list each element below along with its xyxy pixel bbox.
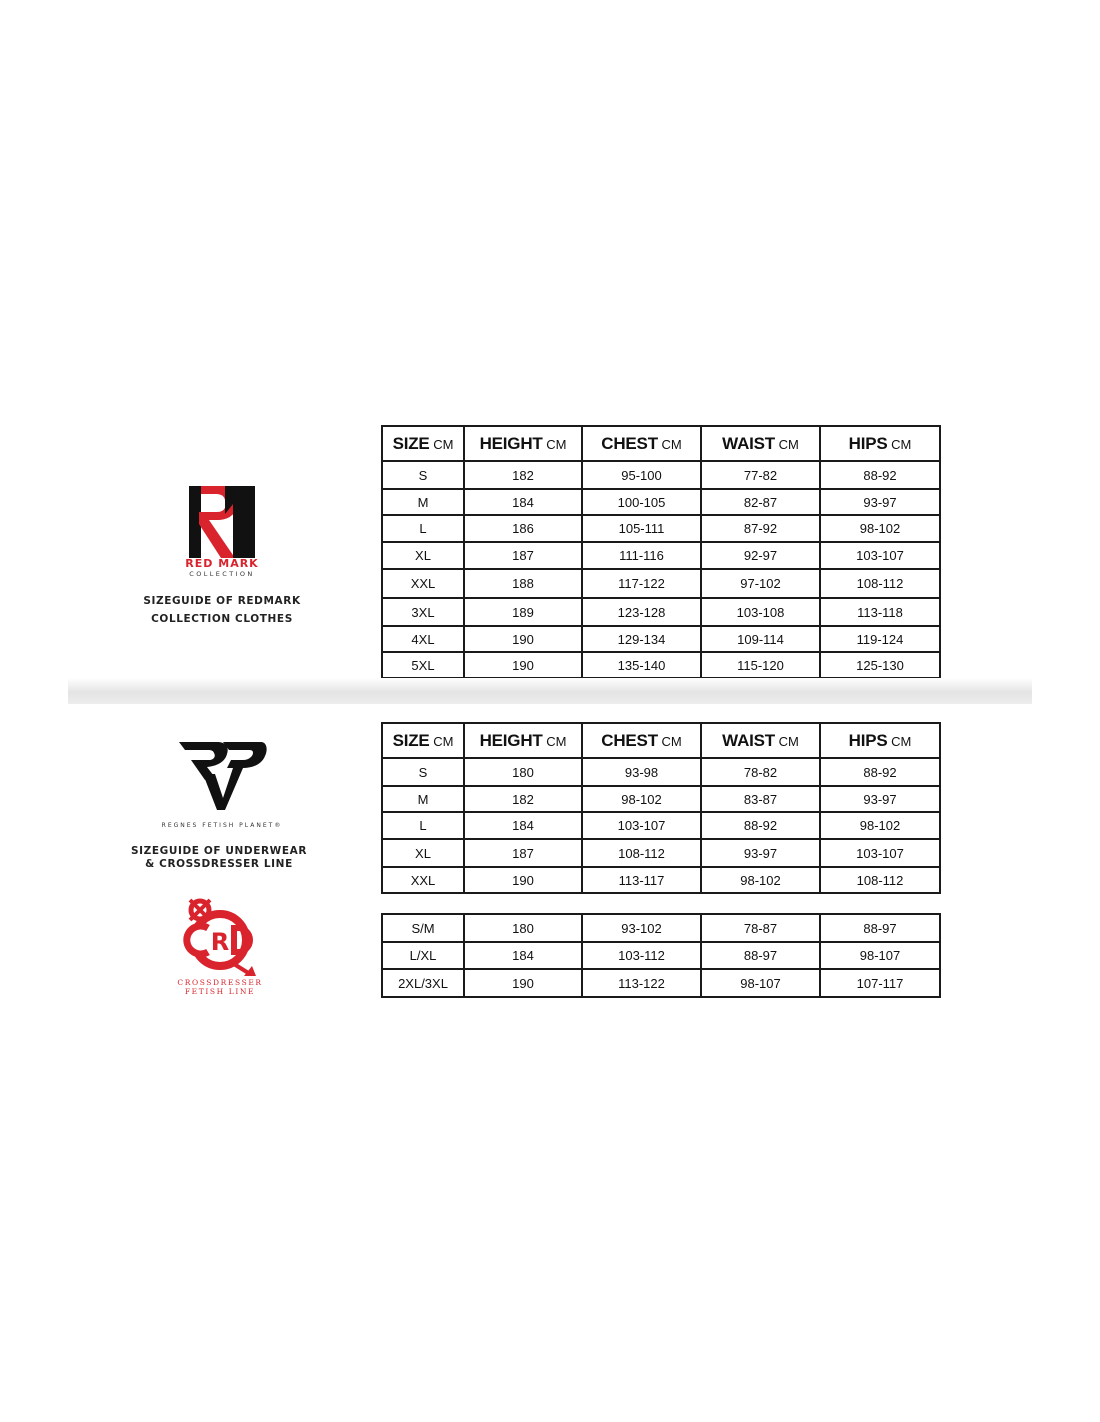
chest-cell: 111-116 xyxy=(582,542,701,569)
waist-cell: 78-82 xyxy=(701,758,820,786)
size-header: SIZE CM xyxy=(382,426,464,461)
chest-cell: 117-122 xyxy=(582,569,701,598)
size-cell: 3XL xyxy=(382,598,464,626)
waist-cell: 97-102 xyxy=(701,569,820,598)
chest-cell: 100-105 xyxy=(582,489,701,515)
table-row xyxy=(382,839,940,867)
table-row xyxy=(382,652,940,678)
hips-cell: 88-92 xyxy=(820,461,940,489)
height-cell: 189 xyxy=(464,598,582,626)
size-cell: XXL xyxy=(382,867,464,893)
table-header-row xyxy=(382,426,940,461)
hips-header: HIPS CM xyxy=(820,723,940,758)
hips-cell: 103-107 xyxy=(820,542,940,569)
size-cell: 4XL xyxy=(382,626,464,652)
hips-cell: 88-97 xyxy=(820,914,940,942)
size-cell: S/M xyxy=(382,914,464,942)
waist-cell: 103-108 xyxy=(701,598,820,626)
size-cell: XL xyxy=(382,542,464,569)
table-row xyxy=(382,489,940,515)
table-row xyxy=(382,461,940,489)
rfp-logo-block xyxy=(130,740,314,871)
waist-header: WAIST CM xyxy=(701,723,820,758)
crd-logo-line1: CROSSDRESSER xyxy=(177,978,263,987)
redmark-logo-icon xyxy=(187,484,257,560)
underwear-size-table xyxy=(381,722,941,894)
crd-logo-block xyxy=(160,894,280,996)
hips-cell: 88-92 xyxy=(820,758,940,786)
waist-cell: 92-97 xyxy=(701,542,820,569)
redmark-size-table xyxy=(381,425,941,679)
redmark-table-body xyxy=(382,461,940,678)
rfp-caption-line1: SIZEGUIDE OF UNDERWEAR xyxy=(130,845,308,857)
height-cell: 184 xyxy=(464,942,582,969)
height-cell: 184 xyxy=(464,812,582,839)
size-cell: S xyxy=(382,758,464,786)
hips-cell: 119-124 xyxy=(820,626,940,652)
chest-cell: 93-98 xyxy=(582,758,701,786)
table-row xyxy=(382,969,940,997)
redmark-logo-sub: COLLECTION xyxy=(189,570,255,578)
hips-cell: 98-102 xyxy=(820,515,940,542)
height-header: HEIGHT CM xyxy=(464,723,582,758)
chest-cell: 103-112 xyxy=(582,942,701,969)
chest-cell: 93-102 xyxy=(582,914,701,942)
height-header: HEIGHT CM xyxy=(464,426,582,461)
redmark-caption-line1: SIZEGUIDE OF REDMARK xyxy=(143,595,301,607)
hips-cell: 108-112 xyxy=(820,867,940,893)
hips-cell: 125-130 xyxy=(820,652,940,678)
chest-cell: 135-140 xyxy=(582,652,701,678)
height-cell: 180 xyxy=(464,758,582,786)
height-cell: 182 xyxy=(464,786,582,812)
crossdresser-size-table xyxy=(381,913,941,998)
size-cell: L/XL xyxy=(382,942,464,969)
height-cell: 186 xyxy=(464,515,582,542)
hips-cell: 98-107 xyxy=(820,942,940,969)
table-row xyxy=(382,914,940,942)
table-row xyxy=(382,758,940,786)
chest-cell: 113-117 xyxy=(582,867,701,893)
rfp-caption-line2: & CROSSDRESSER LINE xyxy=(145,858,293,870)
waist-cell: 83-87 xyxy=(701,786,820,812)
waist-cell: 88-92 xyxy=(701,812,820,839)
table-header-row xyxy=(382,723,940,758)
waist-cell: 93-97 xyxy=(701,839,820,867)
hips-cell: 98-102 xyxy=(820,812,940,839)
waist-cell: 82-87 xyxy=(701,489,820,515)
height-cell: 190 xyxy=(464,626,582,652)
hips-header: HIPS CM xyxy=(820,426,940,461)
waist-cell: 77-82 xyxy=(701,461,820,489)
waist-cell: 87-92 xyxy=(701,515,820,542)
crossdresser-table-body xyxy=(382,914,940,997)
height-cell: 180 xyxy=(464,914,582,942)
chest-cell: 108-112 xyxy=(582,839,701,867)
svg-text:R: R xyxy=(210,928,230,956)
section-divider xyxy=(68,678,1032,704)
height-cell: 184 xyxy=(464,489,582,515)
height-cell: 188 xyxy=(464,569,582,598)
table-row xyxy=(382,598,940,626)
size-cell: 5XL xyxy=(382,652,464,678)
chest-cell: 129-134 xyxy=(582,626,701,652)
hips-cell: 93-97 xyxy=(820,489,940,515)
size-header: SIZE CM xyxy=(382,723,464,758)
size-cell: S xyxy=(382,461,464,489)
chest-header: CHEST CM xyxy=(582,426,701,461)
chest-cell: 113-122 xyxy=(582,969,701,997)
hips-cell: 107-117 xyxy=(820,969,940,997)
crd-logo-line2: FETISH LINE xyxy=(184,987,256,996)
height-cell: 187 xyxy=(464,839,582,867)
chest-cell: 103-107 xyxy=(582,812,701,839)
waist-cell: 88-97 xyxy=(701,942,820,969)
hips-cell: 93-97 xyxy=(820,786,940,812)
chest-cell: 95-100 xyxy=(582,461,701,489)
hips-cell: 108-112 xyxy=(820,569,940,598)
underwear-table-body xyxy=(382,758,940,893)
height-cell: 190 xyxy=(464,867,582,893)
size-cell: L xyxy=(382,812,464,839)
waist-cell: 98-107 xyxy=(701,969,820,997)
waist-cell: 115-120 xyxy=(701,652,820,678)
height-cell: 182 xyxy=(464,461,582,489)
hips-cell: 103-107 xyxy=(820,839,940,867)
table-row xyxy=(382,542,940,569)
table-row xyxy=(382,786,940,812)
table-row xyxy=(382,942,940,969)
height-cell: 190 xyxy=(464,969,582,997)
chest-header: CHEST CM xyxy=(582,723,701,758)
chest-cell: 123-128 xyxy=(582,598,701,626)
height-cell: 187 xyxy=(464,542,582,569)
waist-cell: 109-114 xyxy=(701,626,820,652)
size-cell: M xyxy=(382,786,464,812)
hips-cell: 113-118 xyxy=(820,598,940,626)
size-cell: L xyxy=(382,515,464,542)
size-cell: XL xyxy=(382,839,464,867)
size-cell: 2XL/3XL xyxy=(382,969,464,997)
table-row xyxy=(382,515,940,542)
redmark-caption-line2: COLLECTION CLOTHES xyxy=(151,613,293,625)
redmark-logo-block xyxy=(130,484,314,628)
height-cell: 190 xyxy=(464,652,582,678)
table-row xyxy=(382,867,940,893)
table-row xyxy=(382,626,940,652)
size-cell: XXL xyxy=(382,569,464,598)
rfp-logo-icon xyxy=(177,740,267,812)
crd-logo-icon xyxy=(172,894,268,978)
waist-header: WAIST CM xyxy=(701,426,820,461)
size-cell: M xyxy=(382,489,464,515)
table-row xyxy=(382,569,940,598)
redmark-logo-name: RED MARK xyxy=(185,557,259,570)
waist-cell: 78-87 xyxy=(701,914,820,942)
waist-cell: 98-102 xyxy=(701,867,820,893)
chest-cell: 105-111 xyxy=(582,515,701,542)
rfp-logo-sub: REGNES FETISH PLANET® xyxy=(161,822,283,829)
chest-cell: 98-102 xyxy=(582,786,701,812)
table-row xyxy=(382,812,940,839)
